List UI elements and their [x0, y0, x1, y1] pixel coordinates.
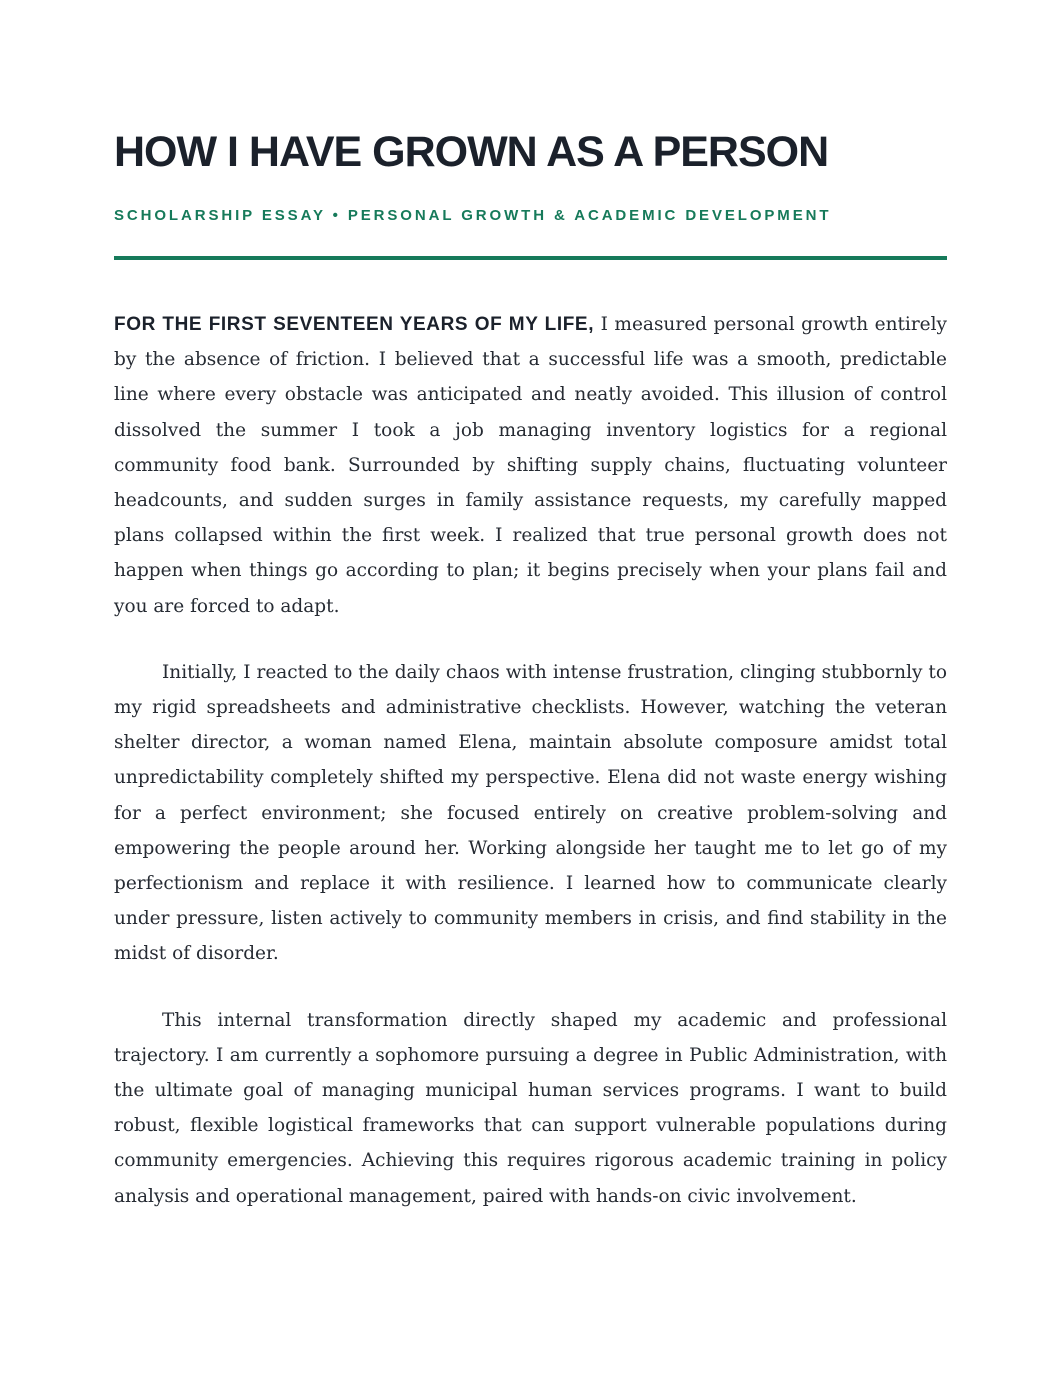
- essay-body: [114, 307, 947, 1245]
- essay-subtitle: SCHOLARSHIP ESSAY • PERSONAL GROWTH & ACADEMIC DEVELOPMENT: [114, 207, 832, 224]
- essay-paragraph-3: This internal transformation directly shaped my academic and professional trajectory. I am currently a sophomore pursuing a degree in Public Administration, with the ultimate goal of managing municipal human services programs. I want to build robust, flexible logistical frameworks that can support vulnerable populations during community emergencies. Achieving this requires rigorous academic training in policy analysis and operational management, paired with hands-on civic involvement.: [114, 1009, 947, 1207]
- lead-in-text: FOR THE FIRST SEVENTEEN YEARS OF MY LIFE,: [114, 314, 595, 335]
- essay-paragraph-1: [114, 307, 947, 624]
- paragraph-1-text: I measured personal growth entirely by the absence of friction. I believed that a successful life was a smooth, predictable line where every obstacle was anticipated and neatly avoided. This illusion of control dissolved the summer I took a job managing inventory logistics for a regional community food bank. Surrounded by shifting supply chains, fluctuating volunteer headcounts, and sudden surges in family assistance requests, my carefully mapped plans collapsed within the first week. I realized that true personal growth does not happen when things go according to plan; it begins precisely when your plans fail and you are forced to adapt.: [114, 314, 948, 617]
- page-title: HOW I HAVE GROWN AS A PERSON: [114, 128, 829, 176]
- title-divider: [114, 256, 947, 260]
- essay-paragraph-2: Initially, I reacted to the daily chaos with intense frustration, clinging stubbornly to my rigid spreadsheets and administrative checklists. However, watching the veteran shelter director, a woman named Elena, maintain absolute composure amidst total unpredictability completely shifted my perspective. Elena did not waste energy wishing for a perfect environment; she focused entirely on creative problem-solving and empowering the people around her. Working alongside her taught me to let go of my perfectionism and replace it with resilience. I learned how to communicate clearly under pressure, listen actively to community members in crisis, and find stability in the midst of disorder.: [114, 661, 947, 965]
